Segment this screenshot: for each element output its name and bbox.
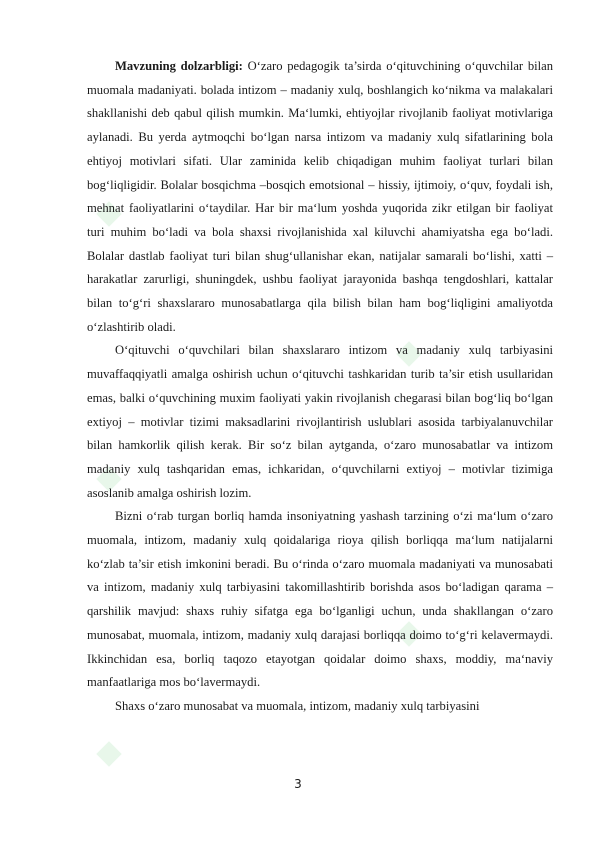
paragraph xyxy=(87,505,553,695)
paragraph-lead: Mavzuning dolzarbligi: xyxy=(115,59,243,73)
watermark-mark xyxy=(96,741,121,766)
paragraph-text: O‘zaro pedagogik ta’sirda o‘qituvchining o‘quvchilar bilan muomala madaniyati. bolada intizom – madaniy xulq, boshlangich ko‘nikma va malakalari shakllanishi deb qabul qilish mumkin. Ma‘lumki, ehtiyojlar rivojlanib faoliyat motivlariga aylanadi. Bu yerda aytmoqchi bo‘lgan narsa intizom va madaniy xulq sifatlarining bola ehtiyoj motivlari sifati. Ular zaminida kelib chiqadigan muhim faoliyat turlari bilan bog‘liqligidir. Bolalar bosqichma –bosqich emotsional – hissiy, ijtimoiy, o‘quv, foydali ish, mehnat faoliyatlarini o‘taydilar. Har bir ma‘lum yoshda yuqorida zikr etilgan bir faoliyat turi muhim bo‘ladi va bola shaxsi rivojlanishida xal kiluvchi ahamiyatsha ega bo‘ladi. Bolalar dastlab faoliyat turi bilan shug‘ullanishar ekan, natijalar samarali bo‘lishi, xatti – harakatlar zarurligi, shuningdek, ushbu faoliyat jarayonida bashqa tengdoshlari, kattalar bilan to‘g‘ri shaxslararo munosabatlarga qila bilish bilan ham bog‘liqligini amaliyotda o‘zlashtirib oladi. xyxy=(87,59,553,334)
paragraph xyxy=(87,339,553,505)
paragraph xyxy=(87,695,553,719)
paragraph-text: O‘qituvchi o‘quvchilari bilan shaxslararo intizom va madaniy xulq tarbiyasini muvaffaqqiyatli amalga oshirish uchun o‘qituvchi tashkaridan turib ta’sir etish usullaridan emas, balki o‘quvchining muxim faoliyati yakin rivojlanish chegarasi bilan bog‘liq bo‘lgan extiyoj – motivlar tizimi maksadlarini rivojlantirish uslublari asosida tarbiyalanuvchilar bilan hamkorlik qilish kerak. Bir so‘z bilan aytganda, o‘zaro munosabatlar va intizom madaniy xulq tashqaridan emas, ichkaridan, o‘quvchilarni extiyoj – motivlar tizimiga asoslanib amalga oshirish lozim. xyxy=(87,343,553,500)
paragraph xyxy=(87,55,553,339)
page-number: 3 xyxy=(294,777,302,791)
document-body xyxy=(87,55,553,719)
paragraph-text: Shaxs o‘zaro munosabat va muomala, intizom, madaniy xulq tarbiyasini xyxy=(115,698,480,713)
paragraph-text: Bizni o‘rab turgan borliq hamda insoniyatning yashash tarzining o‘zi ma‘lum o‘zaro muomala, intizom, madaniy xulq qoidalariga rioya qilish borliqqa ma‘lum natijalarni ko‘zlab ta’sir etish imkonini beradi. Bu o‘rinda o‘zaro muomala madaniyati va munosabati va intizom, madaniy xulq tarbiyasini takomillashtirib borishda asos bo‘ladigan qarama – qarshilik mavjud: shaxs ruhiy sifatga ega bo‘lganligi uchun, unda shakllangan o‘zaro munosabat, muomala, intizom, madaniy xulq darajasi borliqqa doimo to‘g‘ri kelavermaydi. Ikkinchidan esa, borliq taqozo etayotgan qoidalar doimo shaxs, moddiy, ma‘naviy manfaatlariga mos bo‘lavermaydi. xyxy=(87,509,553,690)
